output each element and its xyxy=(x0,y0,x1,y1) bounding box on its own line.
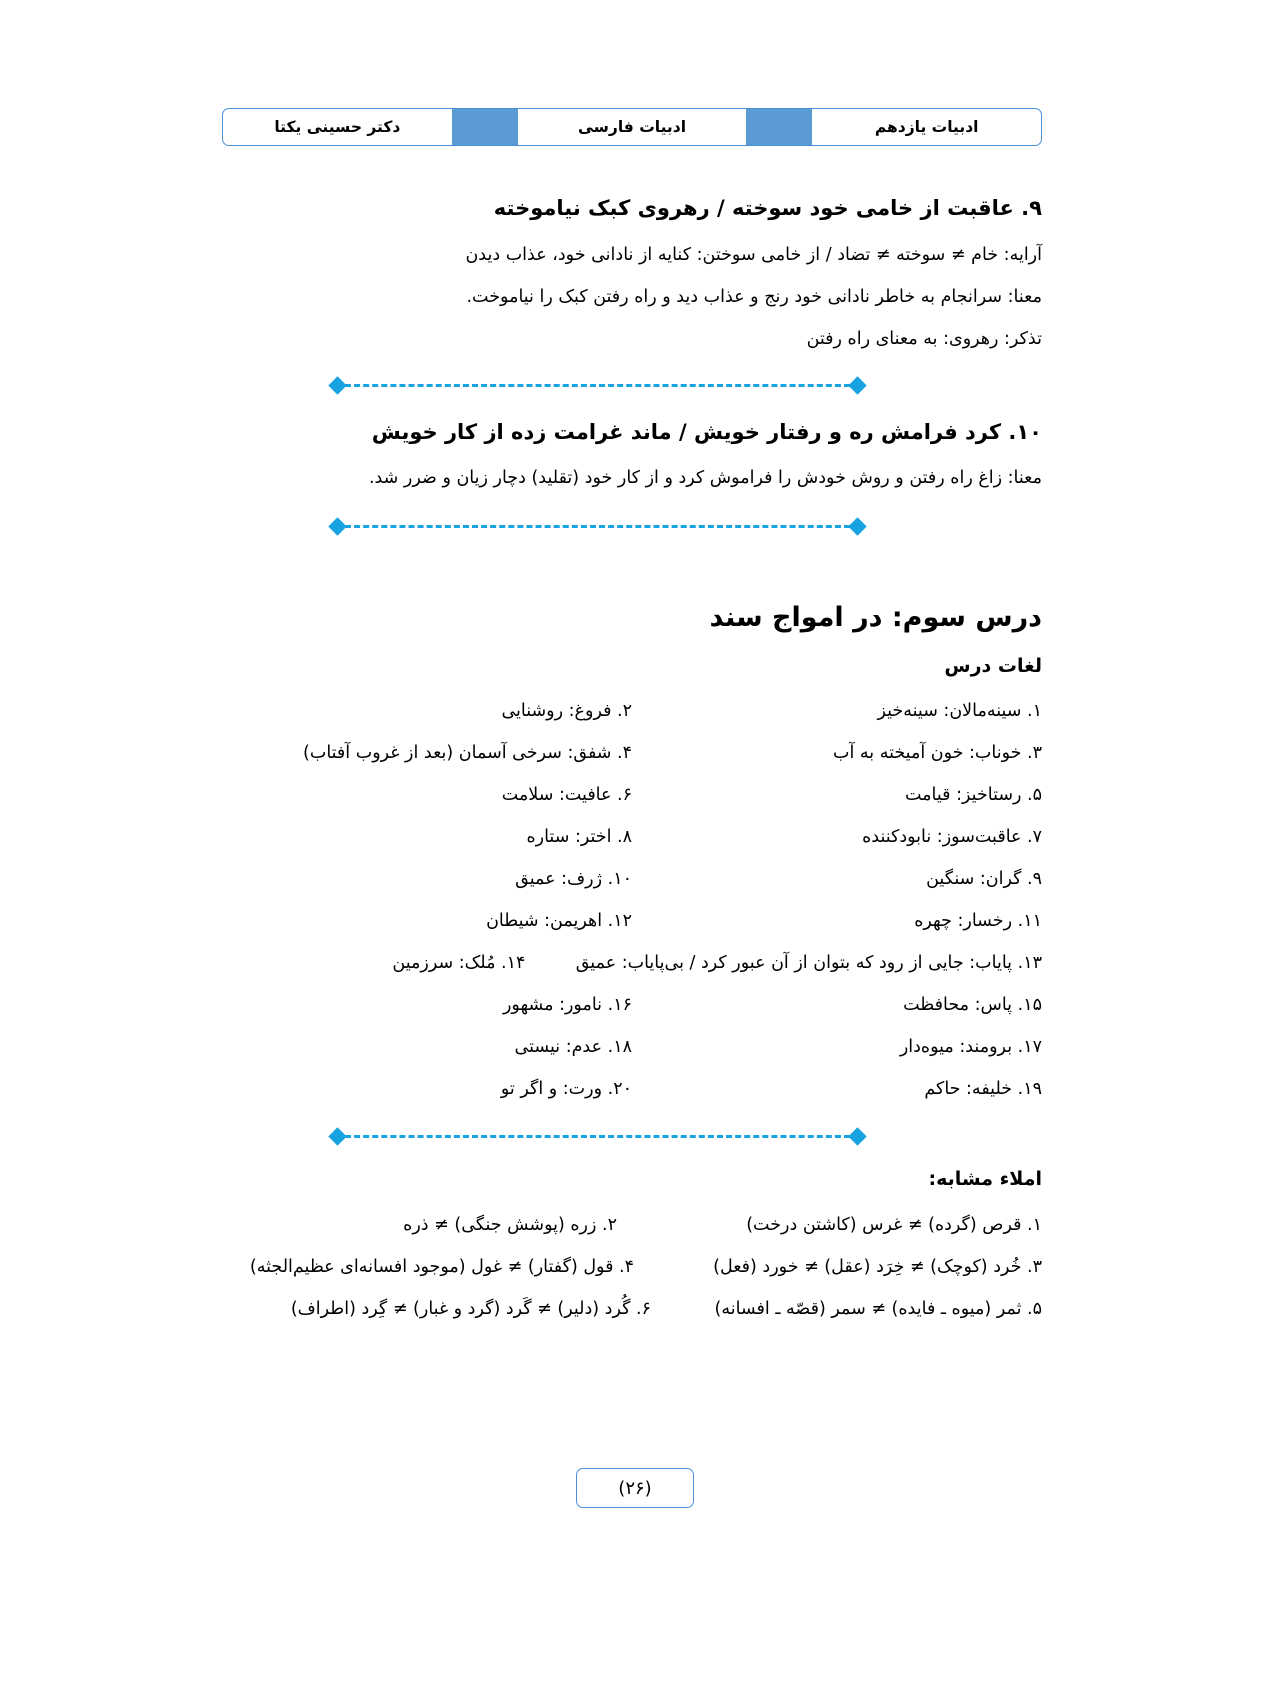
vocab-row xyxy=(222,701,1042,721)
vocab-item: ۱. سینه‌مالان: سینه‌خیز xyxy=(877,701,1042,721)
vocab-item: ۵. رستاخیز: قیامت xyxy=(904,785,1042,805)
vocab-item: ۱۹. خلیفه: حاکم xyxy=(924,1079,1042,1099)
spelling-section-heading: املاء مشابه: xyxy=(928,1168,1042,1190)
vocab-row xyxy=(222,1037,1042,1057)
page-header xyxy=(222,108,1042,146)
vocab-row xyxy=(222,953,1042,973)
verse-10: ۱۰. کرد فرامش ره و رفتار خویش / ماند غرامت زده از کار خویش xyxy=(371,420,1042,444)
header-cell-author: دکتر حسینی یکتا xyxy=(274,118,401,136)
dashed-rule xyxy=(345,384,850,387)
vocab-item: ۱۴. مُلک: سرزمین xyxy=(392,953,526,973)
vocab-item: ۱۳. پایاب: جایی از رود که بتوان از آن عبور کرد / بی‌پایاب: عمیق xyxy=(575,953,1042,973)
diamond-icon xyxy=(328,1127,346,1145)
vocab-row xyxy=(222,827,1042,847)
spelling-item: ۴. قول (گفتار) ≠ غول (موجود افسانه‌ای عظیم‌الجثه) xyxy=(249,1257,634,1277)
spelling-item: ۶. گُرد (دلیر) ≠ گَرد (گرد و غبار) ≠ گِرد (اطراف) xyxy=(290,1299,651,1319)
spelling-item: ۳. خُرد (کوچک) ≠ خِرَد (عقل) ≠ خورد (فعل) xyxy=(713,1257,1042,1277)
vocab-row xyxy=(222,1079,1042,1099)
vocab-item: ۱۱. رخسار: چهره xyxy=(914,911,1042,931)
vocab-item: ۱۷. برومند: میوه‌دار xyxy=(899,1037,1042,1057)
vocab-section-heading: لغات درس xyxy=(944,655,1042,677)
vocab-item: ۳. خوناب: خون آمیخته به آب xyxy=(833,743,1042,763)
vocab-item: ۱۸. عدم: نیستی xyxy=(514,1037,632,1057)
vocab-row xyxy=(222,785,1042,805)
dashed-rule xyxy=(345,1135,850,1138)
vocab-item: ۶. عافیت: سلامت xyxy=(501,785,632,805)
vocab-row xyxy=(222,743,1042,763)
diamond-icon xyxy=(328,376,346,394)
header-divider-left xyxy=(746,109,812,145)
vocab-item: ۹. گران: سنگین xyxy=(926,869,1042,889)
vocab-item: ۷. عاقبت‌سوز: نابودکننده xyxy=(862,827,1042,847)
vocab-item: ۱۲. اهریمن: شیطان xyxy=(486,911,632,931)
vocab-item: ۱۶. نامور: مشهور xyxy=(502,995,632,1015)
diamond-icon xyxy=(848,376,866,394)
verse-9-meaning: معنا: سرانجام به خاطر نادانی خود رنج و عذاب دید و راه رفتن کبک را نیاموخت. xyxy=(466,287,1042,307)
verse-10-meaning: معنا: زاغ راه رفتن و روش خودش را فراموش کرد و از کار خود (تقلید) دچار زیان و ضرر شد. xyxy=(368,468,1042,488)
header-cell-book-title: ادبیات یازدهم xyxy=(874,118,979,136)
spelling-item: ۲. زره (پوشش جنگی) ≠ ذره xyxy=(403,1215,617,1235)
vocab-item: ۱۵. پاس: محافظت xyxy=(903,995,1042,1015)
section-divider-2 xyxy=(330,518,865,534)
diamond-icon xyxy=(848,517,866,535)
vocab-item: ۱۰. ژرف: عمیق xyxy=(515,869,632,889)
vocab-row xyxy=(222,869,1042,889)
section-divider-3 xyxy=(330,1128,865,1144)
page-number-badge xyxy=(576,1468,694,1508)
header-divider-right xyxy=(452,109,518,145)
verse-9-note: تذکر: رهروی: به معنای راه رفتن xyxy=(806,329,1042,349)
vocab-row xyxy=(222,995,1042,1015)
dashed-rule xyxy=(345,525,850,528)
spelling-row xyxy=(192,1299,1042,1319)
spelling-row xyxy=(192,1257,1042,1277)
spelling-row xyxy=(192,1215,1042,1235)
lesson-title: درس سوم: در امواج سند xyxy=(709,602,1042,633)
verse-9-device: آرایه: خام ≠ سوخته ≠ تضاد / از خامی سوختن: کنایه از نادانی خود، عذاب دیدن xyxy=(465,245,1042,265)
vocab-item: ۸. اختر: ستاره xyxy=(526,827,632,847)
header-cell-subject: ادبیات فارسی xyxy=(577,118,687,136)
verse-9: ۹. عاقبت از خامی خود سوخته / رهروی کبک نیاموخته xyxy=(493,196,1042,220)
section-divider-1 xyxy=(330,377,865,393)
diamond-icon xyxy=(328,517,346,535)
vocab-row xyxy=(222,911,1042,931)
vocab-item: ۲۰. ورت: و اگر تو xyxy=(500,1079,632,1099)
diamond-icon xyxy=(848,1127,866,1145)
vocab-item: ۲. فروغ: روشنایی xyxy=(501,701,632,721)
vocab-item: ۴. شفق: سرخی آسمان (بعد از غروب آفتاب) xyxy=(303,743,632,763)
spelling-item: ۱. قرص (گرده) ≠ غرس (کاشتن درخت) xyxy=(746,1215,1042,1235)
page-number-label: (۲۶) xyxy=(618,1477,652,1499)
spelling-item: ۵. ثمر (میوه ـ فایده) ≠ سمر (قصّه ـ افسانه) xyxy=(714,1299,1042,1319)
